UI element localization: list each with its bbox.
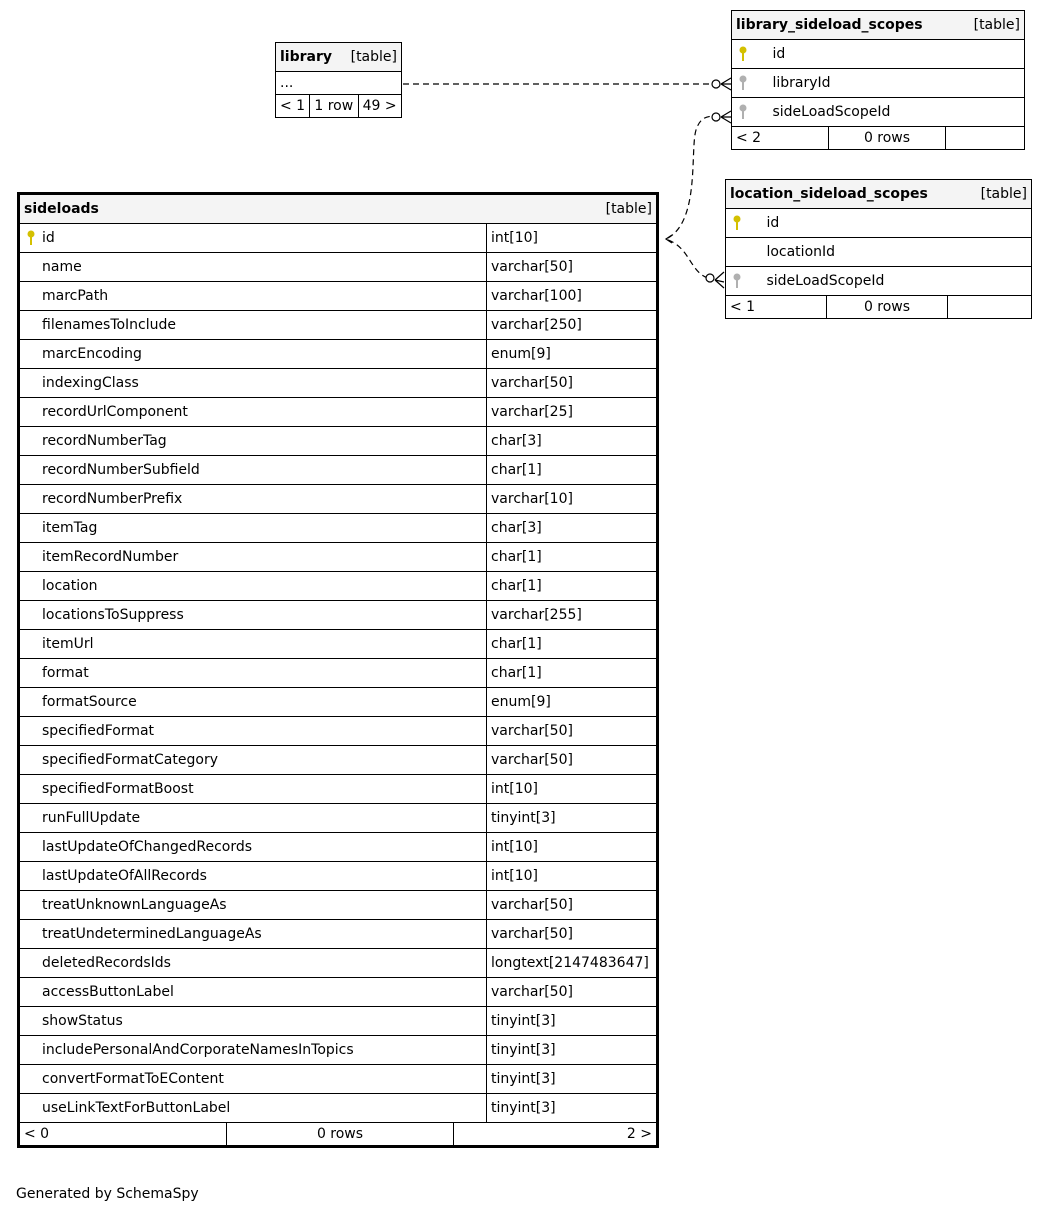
row-count: 1 row [310, 95, 358, 117]
column-name: sideLoadScopeId [766, 273, 885, 289]
relation-many-marker [721, 111, 731, 123]
foreign-key-icon [736, 104, 750, 120]
column-type: char[3] [487, 514, 658, 543]
column-name-cell [19, 1094, 487, 1123]
foreign-key-icon [730, 273, 744, 289]
column-name: lastUpdateOfChangedRecords [42, 839, 253, 855]
column-name: id [772, 46, 786, 62]
column-name-cell [19, 340, 487, 369]
children-count: 49 > [362, 98, 397, 114]
table-name: library [280, 49, 333, 65]
column-row[interactable] [19, 862, 658, 891]
column-name-cell [19, 746, 487, 775]
column-name-cell [19, 1007, 487, 1036]
table-header [732, 11, 1025, 40]
table-footer [276, 95, 402, 118]
table-type: [table] [350, 49, 397, 65]
column-type: varchar[50] [487, 891, 658, 920]
column-row[interactable] [19, 659, 658, 688]
column-name-cell [19, 572, 487, 601]
column-name: deletedRecordsIds [42, 955, 171, 971]
column-name: libraryId [772, 75, 831, 91]
column-row[interactable] [19, 398, 658, 427]
column-type: tinyint[3] [487, 1007, 658, 1036]
column-name: filenamesToInclude [42, 317, 177, 333]
column-type: tinyint[3] [487, 1036, 658, 1065]
column-type: int[10] [487, 833, 658, 862]
children-count [946, 127, 1025, 149]
generated-by-footer: Generated by SchemaSpy [16, 1186, 199, 1202]
column-name: sideLoadScopeId [772, 104, 891, 120]
column-name: format [42, 665, 89, 681]
children-count [948, 296, 1032, 318]
column-name-cell [19, 398, 487, 427]
parents-count: < 0 [20, 1123, 227, 1145]
column-name-cell [19, 804, 487, 833]
column-row[interactable] [19, 514, 658, 543]
column-row[interactable] [19, 340, 658, 369]
column-name-cell [19, 485, 487, 514]
column-row[interactable] [19, 1065, 658, 1094]
column-row[interactable] [726, 267, 1032, 296]
column-type: varchar[50] [487, 746, 658, 775]
column-row[interactable] [19, 369, 658, 398]
relation-sideloads-to-library-scopes [668, 116, 716, 238]
column-type: varchar[50] [487, 978, 658, 1007]
column-name-cell [19, 543, 487, 572]
column-name-cell [19, 978, 487, 1007]
column-row[interactable] [19, 543, 658, 572]
column-name-cell [19, 688, 487, 717]
column-name-cell [19, 775, 487, 804]
column-row[interactable] [19, 282, 658, 311]
table-library[interactable] [275, 42, 402, 118]
primary-key-icon [730, 215, 744, 231]
column-name-cell [19, 224, 487, 253]
column-name-cell [19, 456, 487, 485]
column-type: int[10] [487, 775, 658, 804]
column-type: char[1] [487, 456, 658, 485]
column-row[interactable] [19, 920, 658, 949]
column-name: marcPath [42, 288, 109, 304]
relation-many-marker [715, 272, 724, 288]
parents-count: < 2 [732, 127, 829, 149]
column-row[interactable] [19, 1007, 658, 1036]
column-type: varchar[50] [487, 253, 658, 282]
primary-key-icon [24, 230, 38, 246]
column-type: varchar[50] [487, 920, 658, 949]
column-type: varchar[50] [487, 717, 658, 746]
table-header [276, 43, 402, 72]
column-name-cell [19, 253, 487, 282]
column-type: char[1] [487, 543, 658, 572]
column-name: runFullUpdate [42, 810, 141, 826]
column-name: itemUrl [42, 636, 94, 652]
column-row[interactable] [19, 717, 658, 746]
parents-count: < 1 [726, 296, 827, 318]
column-row[interactable] [19, 949, 658, 978]
column-type: varchar[250] [487, 311, 658, 340]
column-type: tinyint[3] [487, 1094, 658, 1123]
column-name: locationId [766, 244, 836, 260]
column-name: convertFormatToEContent [42, 1071, 224, 1087]
table-footer [732, 127, 1025, 150]
column-type: longtext[2147483647] [487, 949, 658, 978]
row-count: 0 rows [827, 296, 948, 318]
table-sideloads[interactable] [17, 192, 659, 1148]
column-name: recordNumberSubfield [42, 462, 200, 478]
column-row[interactable] [19, 1094, 658, 1123]
column-name-cell [19, 427, 487, 456]
column-row[interactable] [726, 238, 1032, 267]
relation-optional-marker [712, 113, 720, 121]
column-type: tinyint[3] [487, 1065, 658, 1094]
relation-optional-marker [712, 80, 720, 88]
column-row[interactable] [19, 833, 658, 862]
column-row[interactable] [19, 775, 658, 804]
table-name: library_sideload_scopes [736, 17, 923, 33]
column-type: tinyint[3] [487, 804, 658, 833]
column-name: itemRecordNumber [42, 549, 179, 565]
column-row[interactable] [19, 746, 658, 775]
table-location-sideload-scopes[interactable] [725, 179, 1032, 319]
column-name: recordNumberPrefix [42, 491, 183, 507]
column-type: enum[9] [487, 340, 658, 369]
row-count: 0 rows [227, 1123, 454, 1145]
column-type: char[1] [487, 659, 658, 688]
column-type: int[10] [487, 862, 658, 891]
column-row[interactable] [732, 98, 1025, 127]
column-name-cell [19, 601, 487, 630]
column-row[interactable] [19, 601, 658, 630]
column-row[interactable] [19, 427, 658, 456]
column-name: treatUndeterminedLanguageAs [42, 926, 262, 942]
column-name-cell [19, 659, 487, 688]
collapsed-columns: ... [276, 72, 402, 95]
column-row[interactable] [732, 40, 1025, 69]
column-name: itemTag [42, 520, 98, 536]
column-type: varchar[100] [487, 282, 658, 311]
row-count: 0 rows [829, 127, 946, 149]
column-name-cell [19, 717, 487, 746]
column-name: recordNumberTag [42, 433, 167, 449]
relation-sideloads-to-location-scopes [668, 240, 708, 278]
column-type: varchar[50] [487, 369, 658, 398]
column-name: recordUrlComponent [42, 404, 188, 420]
column-row[interactable] [19, 804, 658, 833]
column-name-cell [19, 949, 487, 978]
table-footer [726, 296, 1032, 319]
column-name: includePersonalAndCorporateNamesInTopics [42, 1042, 354, 1058]
column-row[interactable] [19, 891, 658, 920]
column-name: specifiedFormatCategory [42, 752, 218, 768]
table-header [726, 180, 1032, 209]
column-name-cell [19, 920, 487, 949]
column-name: treatUnknownLanguageAs [42, 897, 227, 913]
column-name: accessButtonLabel [42, 984, 174, 1000]
table-type: [table] [605, 201, 652, 217]
column-name: specifiedFormatBoost [42, 781, 194, 797]
column-row[interactable] [19, 456, 658, 485]
table-library-sideload-scopes[interactable] [731, 10, 1025, 150]
table-name: location_sideload_scopes [730, 186, 928, 202]
column-type: char[1] [487, 630, 658, 659]
relation-many-marker [721, 78, 731, 90]
table-type: [table] [980, 186, 1027, 202]
table-name: sideloads [24, 201, 99, 217]
column-row[interactable] [19, 978, 658, 1007]
column-name: formatSource [42, 694, 137, 710]
column-name: showStatus [42, 1013, 123, 1029]
column-name: location [42, 578, 98, 594]
column-row[interactable] [19, 1036, 658, 1065]
column-name: marcEncoding [42, 346, 142, 362]
column-type: int[10] [487, 224, 658, 253]
relation-optional-marker [706, 274, 714, 282]
column-name: id [42, 230, 55, 246]
column-name-cell [19, 1065, 487, 1094]
column-name: id [766, 215, 780, 231]
column-type: varchar[10] [487, 485, 658, 514]
children-count: 2 > [626, 1126, 652, 1142]
column-name-cell [19, 514, 487, 543]
column-name: useLinkTextForButtonLabel [42, 1100, 231, 1116]
column-name-cell [19, 891, 487, 920]
column-row[interactable] [19, 688, 658, 717]
column-name: indexingClass [42, 375, 139, 391]
table-header [19, 194, 658, 224]
column-name-cell [19, 311, 487, 340]
column-row[interactable] [19, 311, 658, 340]
table-footer [19, 1123, 658, 1147]
column-type: enum[9] [487, 688, 658, 717]
column-type: char[1] [487, 572, 658, 601]
column-name-cell [19, 862, 487, 891]
column-type: varchar[255] [487, 601, 658, 630]
column-row[interactable] [19, 224, 658, 253]
column-row[interactable] [732, 69, 1025, 98]
relation-one-marker [666, 235, 672, 243]
column-type: char[3] [487, 427, 658, 456]
column-row[interactable] [19, 630, 658, 659]
column-name: specifiedFormat [42, 723, 155, 739]
table-type: [table] [973, 17, 1020, 33]
column-name-cell [19, 282, 487, 311]
column-row[interactable] [726, 209, 1032, 238]
column-row[interactable] [19, 572, 658, 601]
column-name-cell [19, 1036, 487, 1065]
column-name: locationsToSuppress [42, 607, 184, 623]
column-name: name [42, 259, 82, 275]
column-type: varchar[25] [487, 398, 658, 427]
primary-key-icon [736, 46, 750, 62]
column-name-cell [19, 833, 487, 862]
column-name-cell [19, 630, 487, 659]
column-row[interactable] [19, 253, 658, 282]
foreign-key-icon [736, 75, 750, 91]
parents-count: < 1 [276, 95, 310, 117]
column-name: lastUpdateOfAllRecords [42, 868, 207, 884]
column-name-cell [19, 369, 487, 398]
column-row[interactable] [19, 485, 658, 514]
